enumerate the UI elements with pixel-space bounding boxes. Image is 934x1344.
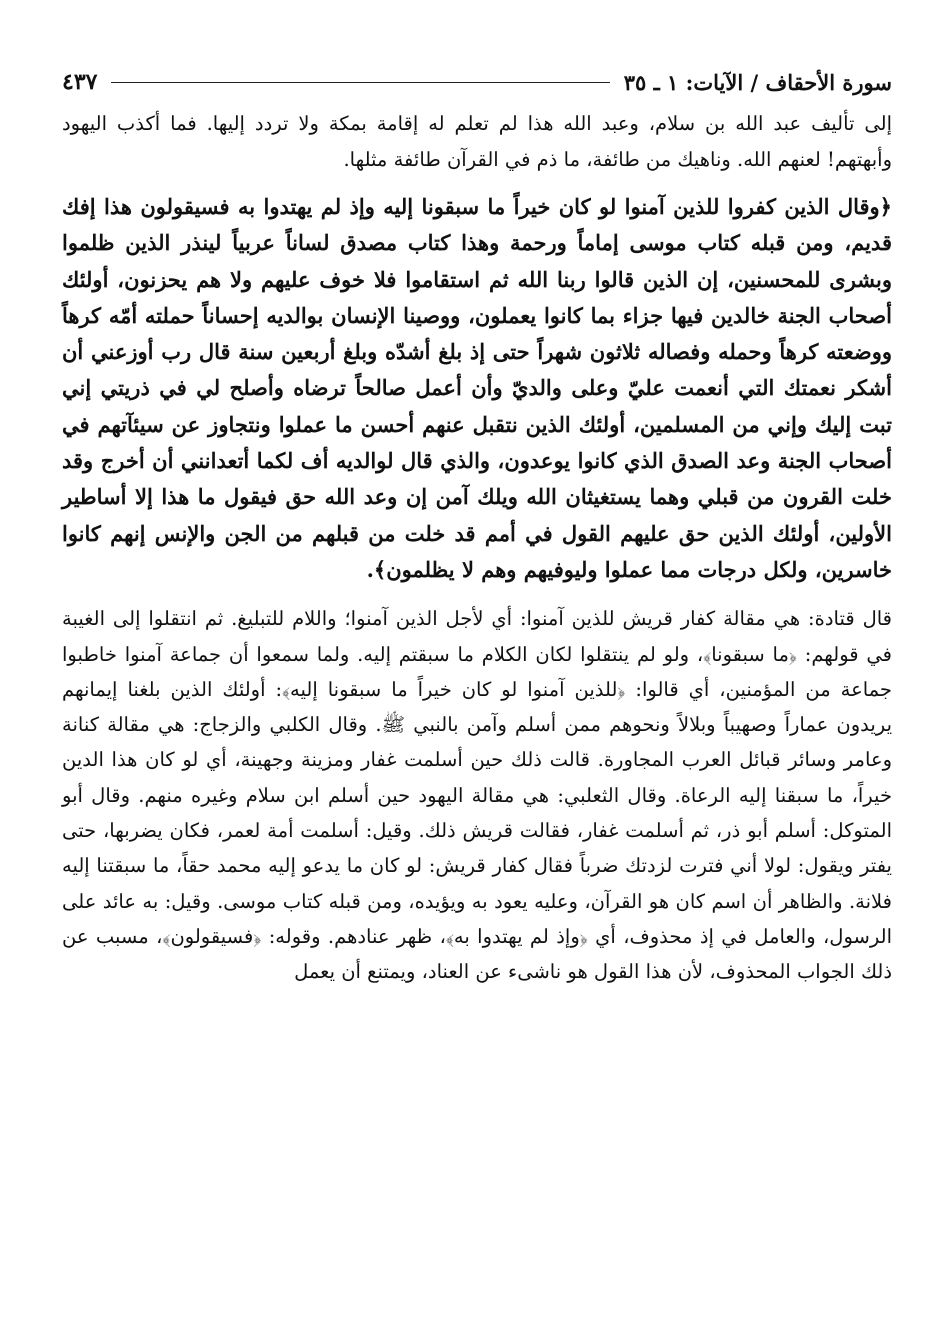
header-rule (111, 82, 609, 83)
book-page (62, 62, 892, 990)
quran-verses-paragraph: ﴿وقال الذين كفروا للذين آمنوا لو كان خيراً ما سبقونا إليه وإذ لم يهتدوا به فسيقولون هذا إفك قديم، ومن قبله كتاب موسى إماماً ورحمة وهذا كتاب مصدق لساناً عربياً لينذر الذين ظلموا وبشرى للمحسنين، إن الذين قالوا ربنا الله ثم استقاموا فلا خوف عليهم ولا هم يحزنون، أولئك أصحاب الجنة خالدين فيها جزاء بما كانوا يعملون، ووصينا الإنسان بوالديه إحساناً حملته أمّه كرهاً ووضعته كرهاً وحمله وفصاله ثلاثون شهراً حتى إذ بلغ أشدّه وبلغ أربعين سنة قال رب أوزعني أن أشكر نعمتك التي أنعمت عليّ وعلى والديّ وأن أعمل صالحاً ترضاه وأصلح لي في ذريتي إني تبت إليك وإني من المسلمين، أولئك الذين نتقبل عنهم أحسن ما عملوا ونتجاوز عن سيئآتهم في أصحاب الجنة وعد الصدق الذي كانوا يوعدون، والذي قال لوالديه أف لكما أتعدانني أن أخرج وقد خلت القرون من قبلي وهما يستغيثان الله ويلك آمن إن وعد الله حق فيقول ما هذا إلا أساطير الأولين، أولئك الذين حق عليهم القول في أمم قد خلت من قبلهم من الجن والإنس إنهم كانوا خاسرين، ولكل درجات مما عملوا وليوفيهم وهم لا يظلمون﴾. (62, 194, 892, 582)
page-number: ٤٣٧ (62, 69, 98, 95)
commentary-paragraph: قال قتادة: هي مقالة كفار قريش للذين آمنوا: أي لأجل الذين آمنوا؛ واللام للتبليغ. ثم انتقلوا إلى الغيبة في قولهم: ﴿ما سبقونا﴾، ولو لم ينتقلوا لكان الكلام ما سبقتم إليه. ولما سمعوا أن جماعة آمنوا خاطبوا جماعة من المؤمنين، أي قالوا: ﴿للذين آمنوا لو كان خيراً ما سبقونا إليه﴾: أولئك الذين بلغنا إيمانهم يريدون عماراً وصهيباً وبلالاً ونحوهم ممن أسلم وآمن بالنبي ﷺ. وقال الكلبي والزجاج: هي مقالة كنانة وعامر وسائر قبائل العرب المجاورة. قالت ذلك حين أسلمت غفار ومزينة وجهينة، أي لو كان هذا الدين خيراً، ما سبقنا إليه الرعاة. وقال الثعلبي: هي مقالة اليهود حين أسلم ابن سلام وغيره منهم. وقال أبو المتوكل: أسلم أبو ذر، ثم أسلمت غفار، فقالت قريش ذلك. وقيل: أسلمت أمة لعمر، فكان يضربها، حتى يفتر ويقول: لولا أني فترت لزدتك ضرباً فقال كفار قريش: لو كان ما يدعو إليه محمد حقاً، ما سبقتنا إليه فلانة. والظاهر أن اسم كان هو القرآن، وعليه يعود به ويؤيده، ومن قبله كتاب موسى. وقيل: به عائد على الرسول، والعامل في إذ محذوف، أي ﴿وإذ لم يهتدوا به﴾، ظهر عنادهم. وقوله: ﴿فسيقولون﴾، مسبب عن ذلك الجواب المحذوف، لأن هذا القول هو ناشىء عن العناد، ويمتنع أن يعمل (62, 607, 892, 984)
intro-paragraph: إلى تأليف عبد الله بن سلام، وعبد الله هذا لم تعلم له إقامة بمكة ولا تردد إليها. فما أكذب اليهود وأبهتهم! لعنهم الله. وناهيك من طائفة، ما ذم في القرآن طائفة مثلها. (62, 112, 892, 171)
running-header (62, 62, 892, 102)
surah-title: سورة الأحقاف / الآيات: ١ ـ ٣٥ (623, 69, 892, 95)
